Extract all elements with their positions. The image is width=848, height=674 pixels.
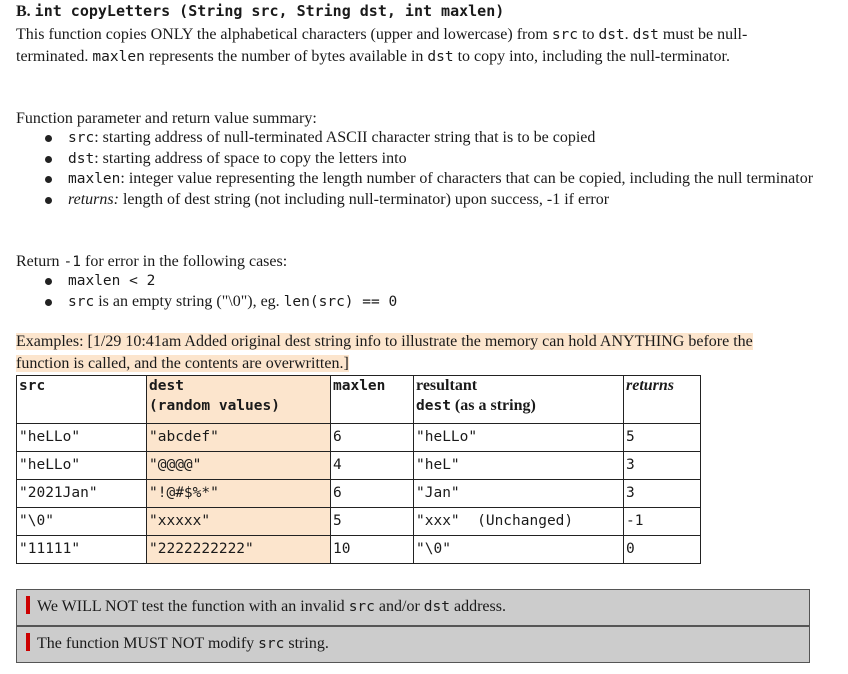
list-item <box>16 128 816 149</box>
list-item-text: length of dest string (not including null-terminator) upon success, -1 if error <box>118 190 610 208</box>
note-text: string. <box>284 635 329 652</box>
cell-result: "\0" <box>414 536 624 564</box>
examples-table <box>16 375 701 564</box>
code-dst: dst <box>427 49 454 65</box>
cell-dest: "xxxxx" <box>147 508 331 536</box>
errors-text: Return <box>16 253 64 270</box>
code-dst: dst <box>423 599 450 615</box>
intro-paragraph <box>16 24 816 68</box>
header-resultant-code: dest <box>416 398 451 414</box>
list-item-text: : starting address of null-terminated ASCII character string that is to be copied <box>94 129 596 146</box>
summary-title: Function parameter and return value summary: <box>16 110 317 127</box>
cell-dest: "!@#$%*" <box>147 480 331 508</box>
returns-label: returns: <box>68 190 119 208</box>
cell-dest: "@@@@" <box>147 452 331 480</box>
code-src: src <box>551 27 579 43</box>
cell-result: "Jan" <box>414 480 624 508</box>
table-row <box>17 508 701 536</box>
list-item <box>16 271 816 292</box>
examples-label: Examples: <box>16 333 88 350</box>
code-src: src <box>68 130 95 146</box>
cell-src: "heLLo" <box>17 452 147 480</box>
note-callout <box>16 626 810 663</box>
cell-maxlen: 4 <box>331 452 414 480</box>
table-row <box>17 536 701 564</box>
header-dest-line2: (random values) <box>149 398 280 414</box>
header-dest-line1: dest <box>149 378 184 394</box>
intro-text: This function copies ONLY the alphabetical characters (upper and lowercase) from <box>16 26 552 43</box>
code-maxlen-check: maxlen < 2 <box>68 273 156 289</box>
intro-text: must be null-terminated. <box>16 26 748 65</box>
header-resultant-tail: (as a string) <box>450 397 536 414</box>
intro-text: . <box>624 26 633 43</box>
code-minus-one: -1 <box>63 254 82 270</box>
cell-dest: "abcdef" <box>147 424 331 452</box>
code-src: src <box>348 599 375 615</box>
header-src: src <box>17 376 147 424</box>
list-item <box>16 169 816 190</box>
header-returns: returns <box>624 376 701 424</box>
cell-result: "heL" <box>414 452 624 480</box>
errors-text: for error in the following cases: <box>81 253 288 270</box>
cell-dest: "2222222222" <box>147 536 331 564</box>
list-item <box>16 292 816 313</box>
list-item <box>16 149 816 170</box>
code-maxlen: maxlen <box>92 49 145 65</box>
list-item-text: is an empty string ("\0"), eg. <box>94 292 284 310</box>
table-row <box>17 452 701 480</box>
intro-text: to <box>578 26 599 43</box>
list-item <box>16 190 816 211</box>
note-text: address. <box>449 598 506 615</box>
cell-returns: 3 <box>624 480 701 508</box>
cell-returns: 5 <box>624 424 701 452</box>
header-dest <box>147 376 331 424</box>
header-resultant-line1: resultant <box>416 377 478 394</box>
header-maxlen: maxlen <box>331 376 414 424</box>
cell-maxlen: 5 <box>331 508 414 536</box>
list-item-text: : starting address of space to copy the letters into <box>94 149 407 167</box>
code-len-check: len(src) == 0 <box>283 293 398 310</box>
cell-returns: 0 <box>624 536 701 564</box>
errors-title <box>16 251 287 273</box>
cell-src: "11111" <box>17 536 147 564</box>
cell-maxlen: 6 <box>331 480 414 508</box>
function-signature: int copyLetters (String src, String dst, int maxlen) <box>34 2 505 20</box>
alert-icon <box>26 633 30 651</box>
cell-src: "2021Jan" <box>17 480 147 508</box>
cell-maxlen: 10 <box>331 536 414 564</box>
cell-result: "heLLo" <box>414 424 624 452</box>
table-header-row <box>17 376 701 424</box>
alert-icon <box>26 596 30 614</box>
note-callout <box>16 589 810 626</box>
header-resultant <box>414 376 624 424</box>
code-dst: dst <box>598 27 625 43</box>
note-text: and/or <box>374 598 424 615</box>
note-text: We WILL NOT test the function with an invalid <box>37 598 349 615</box>
code-src: src <box>68 293 95 310</box>
examples-paragraph <box>16 331 808 375</box>
table-row <box>17 480 701 508</box>
errors-list <box>16 271 816 312</box>
cell-src: "heLLo" <box>17 424 147 452</box>
cell-returns: -1 <box>624 508 701 536</box>
intro-text: represents the number of bytes available in <box>144 48 428 65</box>
table-row <box>17 424 701 452</box>
section-heading <box>16 2 504 21</box>
cell-returns: 3 <box>624 452 701 480</box>
cell-result: "xxx" (Unchanged) <box>414 508 624 536</box>
intro-text: to copy into, including the null-terminator. <box>453 48 730 65</box>
heading-prefix: B. <box>16 3 31 20</box>
code-maxlen: maxlen <box>68 171 121 187</box>
code-dst: dst <box>632 27 659 43</box>
cell-maxlen: 6 <box>331 424 414 452</box>
examples-update-note: [1/29 10:41am Added original dest string info to illustrate the memory can hold ANYTHING before the function is called, and the contents are overwritten.] <box>16 333 753 372</box>
cell-src: "\0" <box>17 508 147 536</box>
code-src: src <box>258 636 285 652</box>
list-item-text: : integer value representing the length number of characters that can be copied, including the null terminator <box>120 170 814 187</box>
summary-list <box>16 128 816 210</box>
code-dst: dst <box>68 150 95 167</box>
note-text: The function MUST NOT modify <box>37 635 259 652</box>
